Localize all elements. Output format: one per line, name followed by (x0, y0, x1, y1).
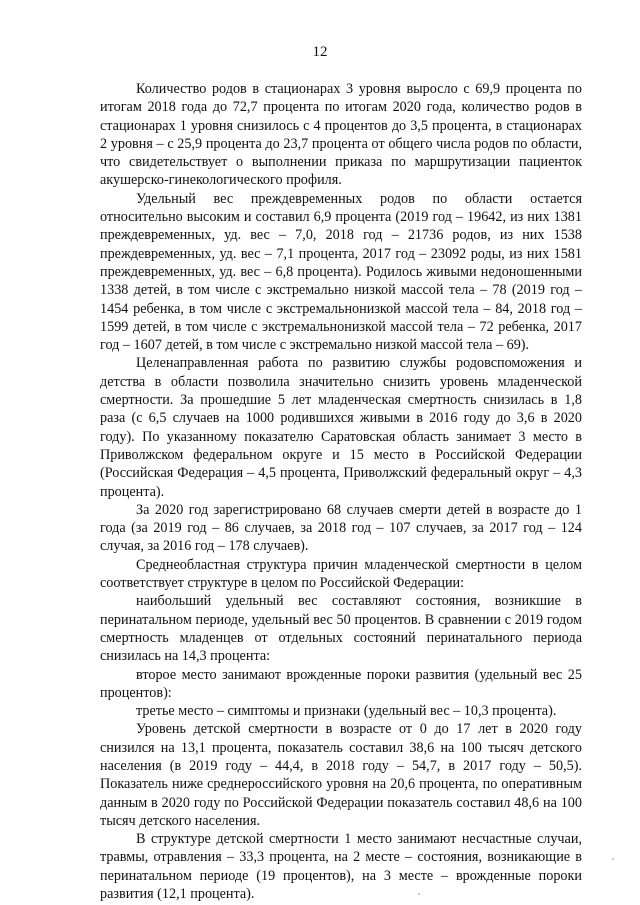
paragraph-child-mortality: Уровень детской смертности в возрасте от 0 до 17 лет в 2020 году снизился на 13,1 процента, показатель составил 38,6 на 100 тысяч детского населения (в 2019 году – 44,4, в 2018 году – 54,7, в 2017 году – 50,5). Показатель ниже среднероссийского уровня на 20,6 процента, по оперативным данным в 2020 году по Российской Федерации показатель составил 48,6 на 100 тысяч детского населения. (100, 721, 582, 829)
paragraph-preterm-births: Удельный вес преждевременных родов по области остается относительно высоким и составил 6,9 процента (2019 год – 19642, из них 1381 преждевременных, уд. вес – 7,0, 2018 год – 21736 родов, из них 1538 преждевременных, уд. вес – 7,1 процента, 2017 год – 23092 роды, из них 1581 преждевременных, уд. вес – 6,8 процента). Родилось живыми недоношенными 1338 детей, в том числе с экстремально низкой массой тела – 78 (2019 год – 1454 ребенка, в том числе с экстремальнонизкой массой тела – 84, 2018 год – 1599 детей, в том числе с экстремальнонизкой массой тела – 72 ребенка, 2017 год – 1607 детей, в том числе с экстремально низкой массой тела – 69). (100, 190, 582, 354)
paragraph-infant-mortality-decline: Целенаправленная работа по развитию службы родовспоможения и детства в области позволила значительно снизить уровень младенческой смертности. За прошедшие 5 лет младенческая смертность снизилась в 1,8 раза (с 6,5 случаев на 1000 родившихся живыми в 2016 году до 3,6 в 2020 году). По указанному показателю Саратовская область занимает 3 место в Приволжском федеральном округе и 15 место в Российской Федерации (Российская Федерация – 4,5 процента, Приволжский федеральный округ – 4,3 процента). (100, 355, 582, 500)
document-body (100, 80, 582, 903)
paragraph-first-cause: наибольший удельный вес составляют состояния, возникшие в перинатальном периоде, удельный вес 50 процентов. В сравнении с 2019 годом смертность младенцев от отдельных состояний перинатального периода снизилась на 14,3 процента: (100, 593, 582, 665)
paragraph-mortality-structure: Среднеобластная структура причин младенческой смертности в целом соответствует структуре в целом по Российской Федерации: (100, 556, 582, 592)
paragraph-delivery-levels: Количество родов в стационарах 3 уровня выросло с 69,9 процента по итогам 2018 года до 72,7 процента по итогам 2020 года, количество родов в стационарах 1 уровня снизилось с 4 процентов до 3,5 процента, в стационарах 2 уровня – с 25,9 процента до 23,7 процента от общего числа родов по области, что свидетельствует о выполнении приказа по маршрутизации пациенток акушерско-гинекологического профиля. (100, 81, 582, 189)
paragraph-infant-deaths-count: За 2020 год зарегистрировано 68 случаев смерти детей в возрасте до 1 года (за 2019 год – 86 случаев, за 2018 год – 107 случаев, за 2017 год – 124 случая, за 2016 год – 178 случаев). (100, 501, 582, 555)
paragraph-third-cause: третье место – симптомы и признаки (удельный вес – 10,3 процента). (136, 703, 557, 720)
page-number: 12 (312, 44, 328, 60)
scan-speck (418, 893, 420, 895)
paragraph-child-mortality-structure: В структуре детской смертности 1 место занимают несчастные случаи, травмы, отравления – 33,3 процента, на 2 месте – состояния, возникающие в перинатальном периоде (19 процентов), на 3 месте – врожденные пороки развития (12,1 процента). (100, 831, 582, 903)
scan-speck (612, 858, 614, 860)
paragraph-second-cause: второе место занимают врожденные пороки развития (удельный вес 25 процентов): (100, 666, 582, 701)
